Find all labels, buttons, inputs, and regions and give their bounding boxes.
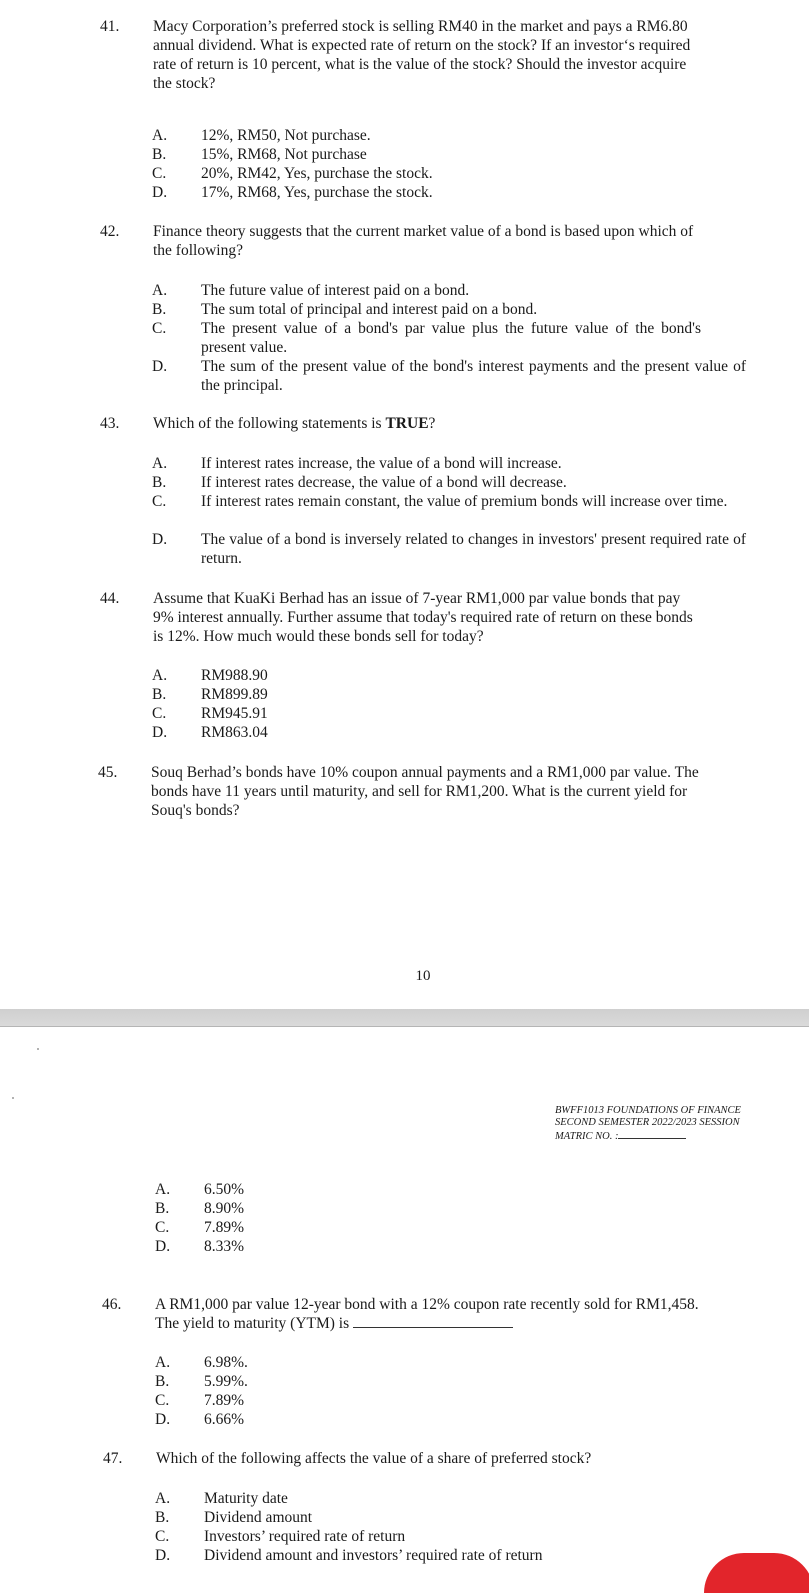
option-d[interactable] bbox=[152, 357, 752, 395]
option-letter: D. bbox=[152, 184, 168, 201]
option-b[interactable] bbox=[152, 685, 752, 704]
option-text: 6.98%. bbox=[204, 1354, 248, 1371]
options-41 bbox=[152, 126, 752, 202]
option-b[interactable] bbox=[152, 300, 752, 319]
question-line: rate of return is 10 percent, what is the value of the stock? Should the investor acquire bbox=[153, 56, 687, 73]
option-text: 8.90% bbox=[204, 1200, 245, 1217]
option-letter: D. bbox=[155, 1238, 171, 1255]
course-title: BWFF1013 FOUNDATIONS OF FINANCE bbox=[555, 1105, 741, 1116]
option-text: RM899.89 bbox=[201, 686, 268, 703]
option-a[interactable] bbox=[155, 1353, 755, 1372]
option-c[interactable] bbox=[152, 704, 752, 723]
page-header bbox=[555, 1105, 741, 1143]
option-a[interactable] bbox=[152, 281, 752, 300]
question-text bbox=[151, 763, 745, 820]
question-line: Souq Berhad’s bonds have 10% coupon annual payments and a RM1,000 par value. The bbox=[151, 764, 699, 781]
option-letter: C. bbox=[152, 165, 167, 182]
question-number: 46. bbox=[102, 1296, 122, 1313]
question-number: 44. bbox=[100, 590, 120, 607]
options-45 bbox=[155, 1180, 755, 1256]
option-b[interactable] bbox=[155, 1372, 755, 1391]
option-text: Dividend amount and investors’ required rate of return bbox=[204, 1547, 543, 1564]
option-letter: C. bbox=[155, 1528, 170, 1545]
option-letter: C. bbox=[152, 320, 167, 337]
option-text: Maturity date bbox=[204, 1490, 288, 1507]
question-line: Finance theory suggests that the current market value of a bond is based upon which of bbox=[153, 223, 694, 240]
question-line: Souq's bonds? bbox=[151, 802, 240, 819]
option-letter: B. bbox=[152, 686, 167, 703]
option-c[interactable] bbox=[155, 1527, 755, 1546]
option-d[interactable] bbox=[152, 183, 752, 202]
options-44 bbox=[152, 666, 752, 742]
question-line: bonds have 11 years until maturity, and sell for RM1,200. What is the current yield for bbox=[151, 783, 688, 800]
option-letter: D. bbox=[152, 531, 168, 548]
options-42 bbox=[152, 281, 752, 395]
option-d[interactable] bbox=[155, 1410, 755, 1429]
question-text bbox=[153, 222, 747, 260]
option-text: If interest rates decrease, the value of a bond will decrease. bbox=[201, 474, 567, 491]
matric-blank[interactable] bbox=[618, 1129, 686, 1139]
options-43 bbox=[152, 454, 752, 568]
option-letter: D. bbox=[155, 1547, 171, 1564]
option-b[interactable] bbox=[155, 1199, 755, 1218]
scan-speck bbox=[37, 1048, 39, 1050]
question-text-part: Which of the following statements is bbox=[153, 415, 386, 432]
scan-speck bbox=[12, 1097, 14, 1099]
question-number: 43. bbox=[100, 415, 120, 432]
question-line: A RM1,000 par value 12-year bond with a 12% coupon rate recently sold for RM1,458. bbox=[155, 1296, 699, 1313]
question-line bbox=[155, 1314, 755, 1333]
option-letter: D. bbox=[155, 1411, 171, 1428]
option-b[interactable] bbox=[152, 473, 752, 492]
option-text: 8.33% bbox=[204, 1238, 245, 1255]
option-text: 7.89% bbox=[204, 1219, 245, 1236]
option-letter: C. bbox=[155, 1392, 170, 1409]
option-text: 12%, RM50, Not purchase. bbox=[201, 127, 371, 144]
question-text bbox=[153, 17, 747, 93]
option-d[interactable] bbox=[155, 1546, 755, 1565]
option-d[interactable] bbox=[155, 1237, 755, 1256]
option-a[interactable] bbox=[152, 126, 752, 145]
option-text: 17%, RM68, Yes, purchase the stock. bbox=[201, 184, 433, 201]
question-line: Which of the following affects the value of a share of preferred stock? bbox=[156, 1450, 592, 1467]
option-text: RM988.90 bbox=[201, 667, 268, 684]
option-a[interactable] bbox=[152, 454, 752, 473]
option-a[interactable] bbox=[155, 1489, 755, 1508]
option-letter: B. bbox=[152, 301, 167, 318]
option-c[interactable] bbox=[152, 164, 752, 183]
option-text: The sum total of principal and interest paid on a bond. bbox=[201, 301, 538, 318]
answer-blank[interactable] bbox=[353, 1315, 513, 1328]
question-line: annual dividend. What is expected rate of return on the stock? If an investor‘s required bbox=[153, 37, 691, 54]
option-d[interactable] bbox=[152, 530, 752, 568]
option-letter: D. bbox=[152, 358, 168, 375]
option-text: If interest rates increase, the value of a bond will increase. bbox=[201, 455, 562, 472]
option-text: 6.50% bbox=[204, 1181, 245, 1198]
option-text: The value of a bond is inversely related to changes in investors' present required rate of return. bbox=[201, 531, 746, 567]
option-letter: B. bbox=[155, 1373, 170, 1390]
option-letter: B. bbox=[155, 1200, 170, 1217]
option-text: The sum of the present value of the bond's interest payments and the present value of the principal. bbox=[201, 358, 746, 394]
question-number: 41. bbox=[100, 18, 120, 35]
question-line: is 12%. How much would these bonds sell for today? bbox=[153, 628, 484, 645]
option-text: RM863.04 bbox=[201, 724, 268, 741]
question-number: 45. bbox=[98, 764, 118, 781]
page-number: 10 bbox=[415, 968, 431, 984]
question-text bbox=[155, 1295, 755, 1333]
option-text: 6.66% bbox=[204, 1411, 245, 1428]
option-letter: A. bbox=[155, 1181, 171, 1198]
question-line: the stock? bbox=[153, 75, 216, 92]
option-text: 20%, RM42, Yes, purchase the stock. bbox=[201, 165, 433, 182]
option-text: RM945.91 bbox=[201, 705, 268, 722]
matric-text: MATRIC NO. : bbox=[555, 1131, 619, 1142]
option-text: The present value of a bond's par value plus the future value of the bond's present value. bbox=[201, 320, 701, 356]
option-letter: B. bbox=[155, 1509, 170, 1526]
option-a[interactable] bbox=[155, 1180, 755, 1199]
options-46 bbox=[155, 1353, 755, 1429]
option-letter: A. bbox=[152, 667, 168, 684]
option-text: Dividend amount bbox=[204, 1509, 313, 1526]
question-line: Macy Corporation’s preferred stock is selling RM40 in the market and pays a RM6.80 bbox=[153, 18, 688, 35]
option-b[interactable] bbox=[152, 145, 752, 164]
option-letter: A. bbox=[152, 127, 168, 144]
options-47 bbox=[155, 1489, 755, 1565]
question-text-part: The yield to maturity (YTM) is bbox=[155, 1315, 350, 1332]
emphasis-true: TRUE bbox=[385, 415, 429, 432]
option-letter: A. bbox=[152, 455, 168, 472]
option-letter: C. bbox=[152, 705, 167, 722]
option-text: If interest rates remain constant, the value of premium bonds will increase over time. bbox=[201, 493, 728, 510]
option-c[interactable] bbox=[152, 319, 752, 357]
option-text: 15%, RM68, Not purchase bbox=[201, 146, 367, 163]
question-line: 9% interest annually. Further assume that today's required rate of return on these bonds bbox=[153, 609, 693, 626]
question-line: Assume that KuaKi Berhad has an issue of 7-year RM1,000 par value bonds that pay bbox=[153, 590, 681, 607]
option-c[interactable] bbox=[155, 1391, 755, 1410]
option-letter: D. bbox=[152, 724, 168, 741]
question-line: the following? bbox=[153, 242, 243, 259]
option-c[interactable] bbox=[155, 1218, 755, 1237]
question-number: 47. bbox=[103, 1450, 123, 1467]
question-text-part: ? bbox=[428, 415, 436, 432]
option-text: The future value of interest paid on a bond. bbox=[201, 282, 470, 299]
option-c[interactable] bbox=[152, 492, 752, 530]
option-letter: A. bbox=[155, 1490, 171, 1507]
question-text bbox=[153, 414, 747, 433]
option-letter: A. bbox=[155, 1354, 171, 1371]
option-letter: C. bbox=[155, 1219, 170, 1236]
matric-label bbox=[555, 1129, 741, 1143]
option-a[interactable] bbox=[152, 666, 752, 685]
option-text: Investors’ required rate of return bbox=[204, 1528, 406, 1545]
option-b[interactable] bbox=[155, 1508, 755, 1527]
question-text bbox=[153, 589, 747, 646]
option-letter: C. bbox=[152, 493, 167, 510]
question-text bbox=[156, 1449, 756, 1468]
option-d[interactable] bbox=[152, 723, 752, 742]
option-letter: B. bbox=[152, 146, 167, 163]
option-letter: B. bbox=[152, 474, 167, 491]
option-text: 7.89% bbox=[204, 1392, 245, 1409]
option-letter: A. bbox=[152, 282, 168, 299]
question-number: 42. bbox=[100, 223, 120, 240]
session-title: SECOND SEMESTER 2022/2023 SESSION bbox=[555, 1117, 740, 1128]
option-text: 5.99%. bbox=[204, 1373, 248, 1390]
page-divider bbox=[0, 1009, 809, 1027]
